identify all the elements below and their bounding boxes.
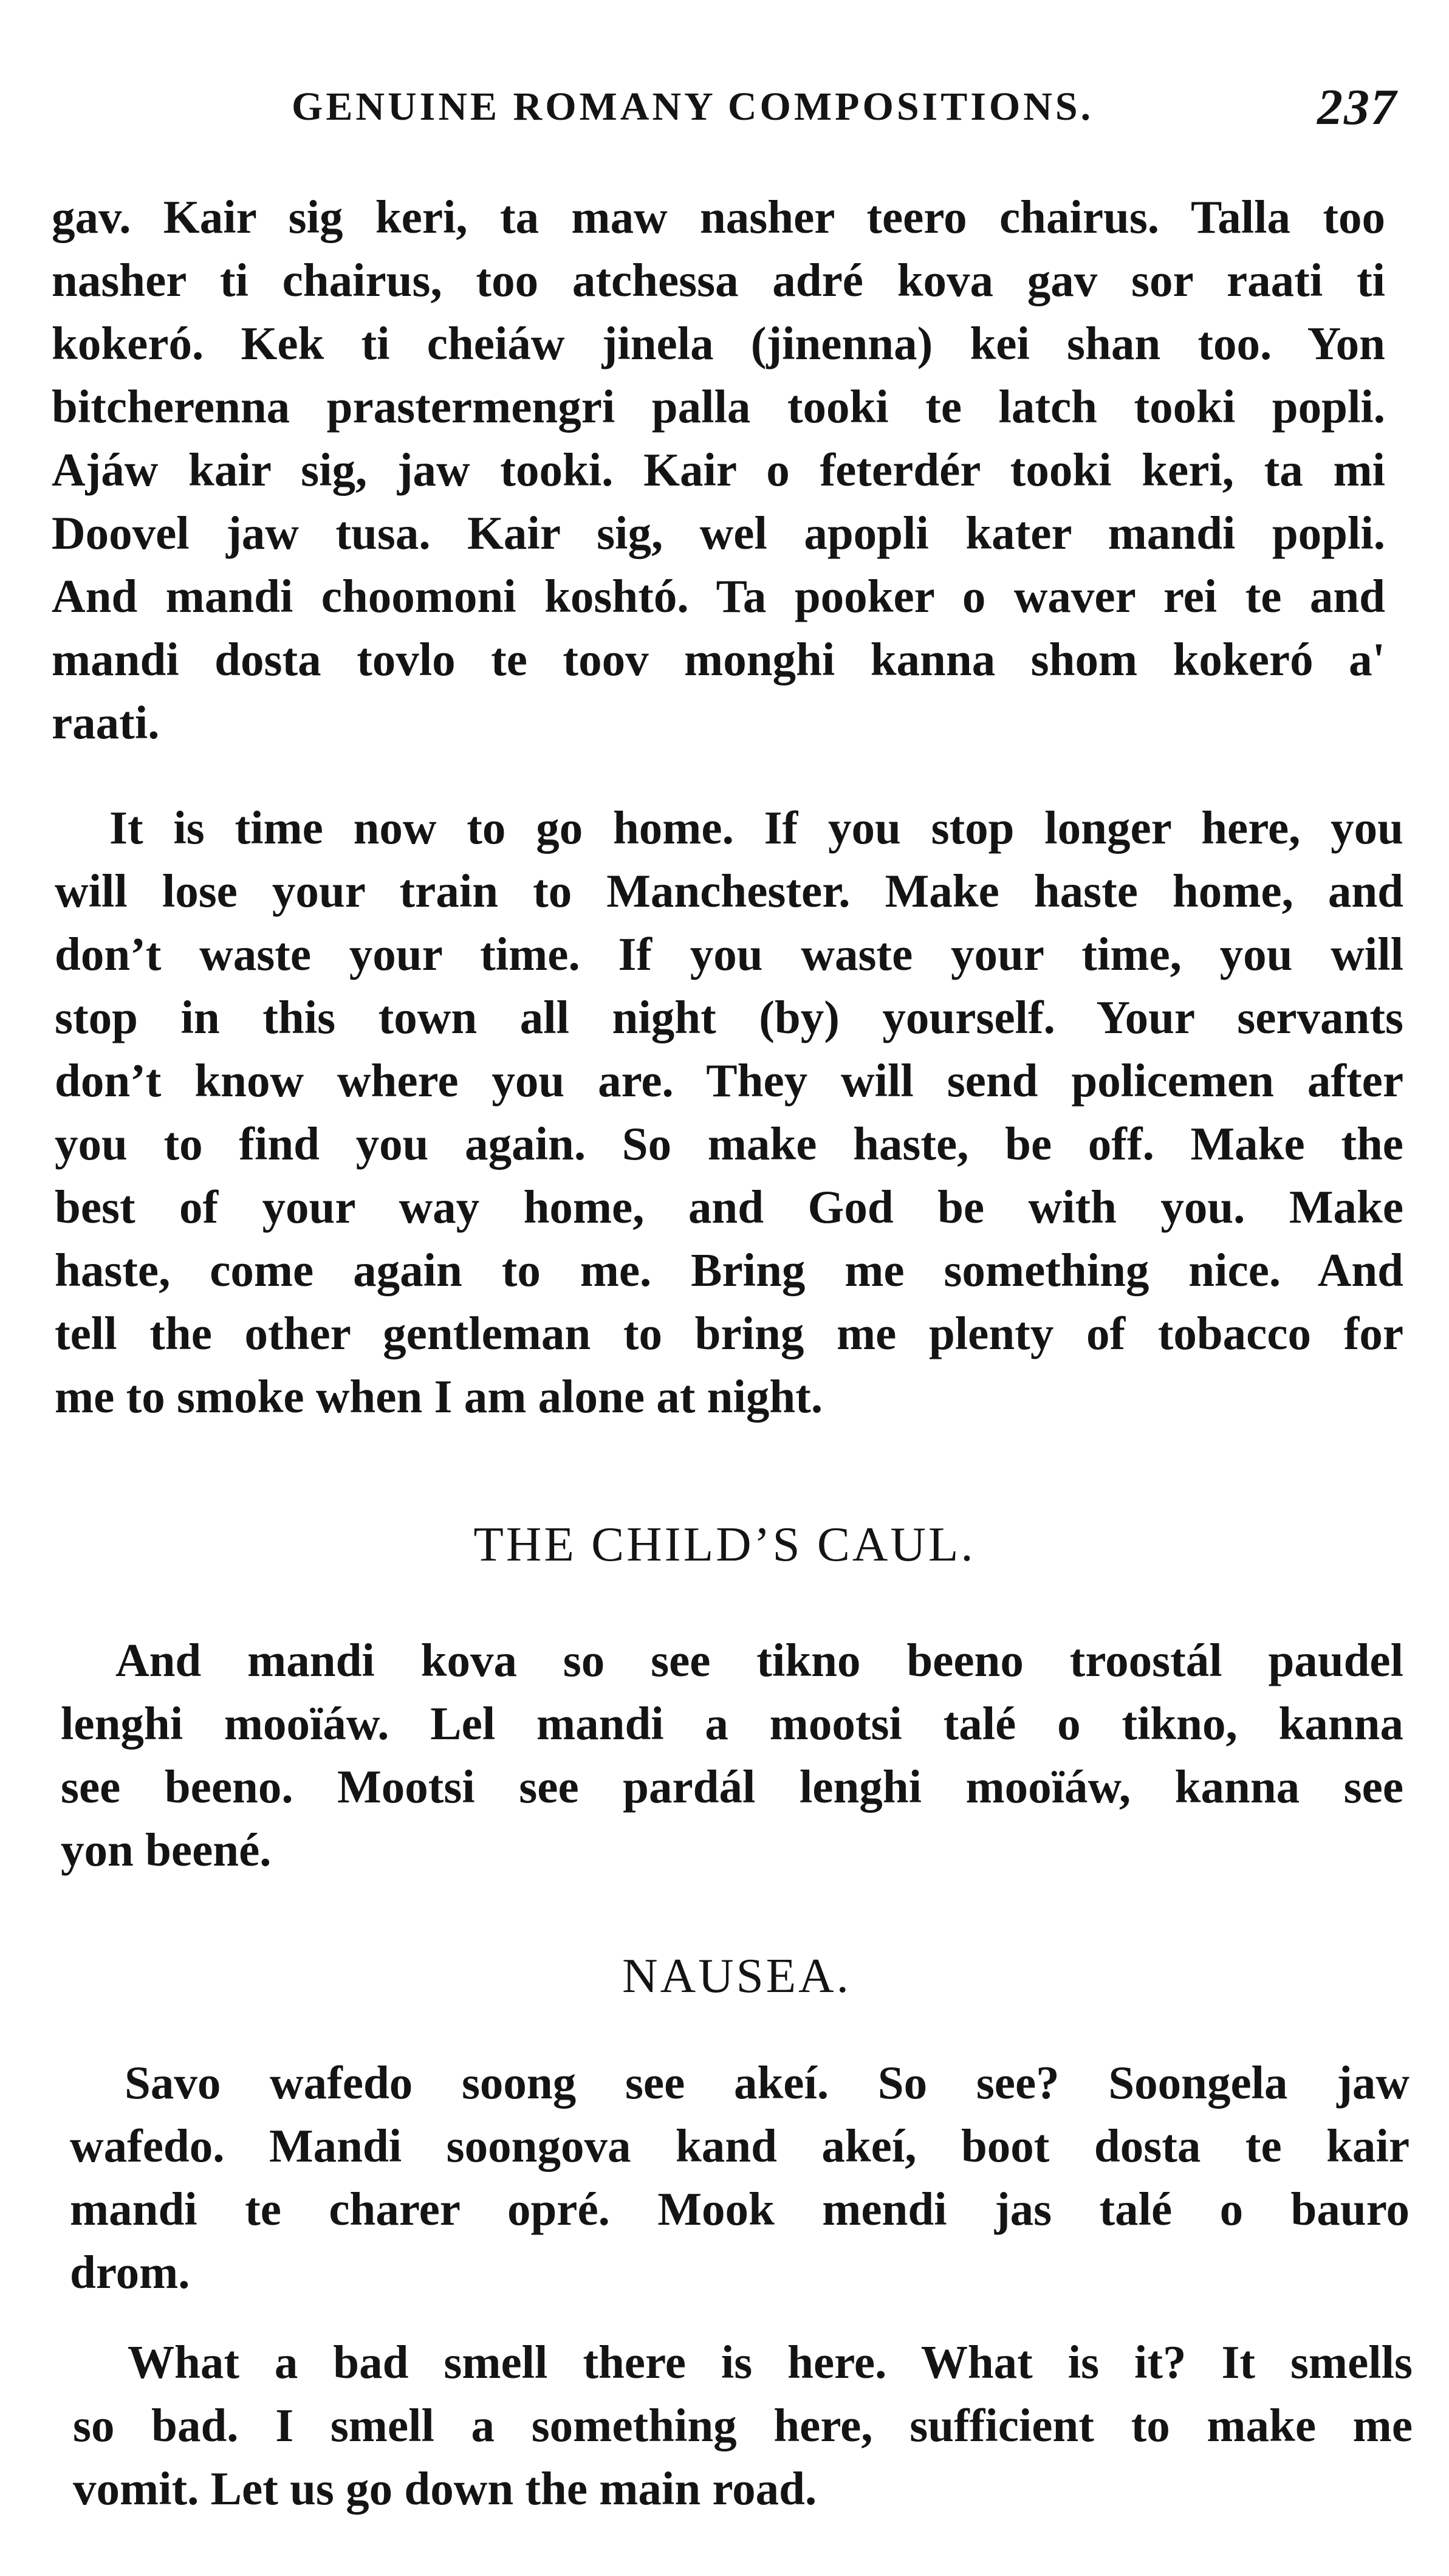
- text-line: nasher ti chairus, too atchessa adré kova gav sor raati ti: [52, 254, 1385, 306]
- text-line: yon beené.: [61, 1824, 272, 1876]
- heading-childs-caul: THE CHILD’S CAUL.: [473, 1517, 976, 1571]
- text-line: haste, come again to me. Bring me something nice. And: [55, 1244, 1403, 1296]
- text-line: gav. Kair sig keri, ta maw nasher teero chairus. Talla too: [52, 191, 1385, 243]
- text-line: wafedo. Mandi soongova kand akeí, boot dosta te kair: [70, 2120, 1410, 2172]
- text-line: see beeno. Mootsi see pardál lenghi mooïáw, kanna see: [61, 1760, 1403, 1813]
- page-number: 237: [1317, 79, 1397, 136]
- romany-paragraph-1: [52, 185, 1385, 754]
- text-line: And mandi choomoni koshtó. Ta pooker o waver rei te and: [52, 570, 1385, 622]
- text-line: don’t know where you are. They will send policemen after: [55, 1054, 1403, 1107]
- text-line: mandi te charer opré. Mook mendi jas talé o bauro: [70, 2183, 1410, 2235]
- text-line: me to smoke when I am alone at night.: [55, 1370, 823, 1423]
- text-line: will lose your train to Manchester. Make haste home, and: [55, 865, 1403, 917]
- text-line: And mandi kova so see tikno beeno troostál paudel: [115, 1634, 1403, 1686]
- english-paragraph-2: [73, 2330, 1413, 2520]
- text-line: Ajáw kair sig, jaw tooki. Kair o feterdér tooki keri, ta mi: [52, 444, 1385, 496]
- heading-nausea: NAUSEA.: [622, 1948, 851, 2003]
- text-line: kokeró. Kek ti cheiáw jinela (jinenna) kei shan too. Yon: [52, 317, 1385, 369]
- text-line: What a bad smell there is here. What is it? It smells: [128, 2336, 1413, 2388]
- text-line: Doovel jaw tusa. Kair sig, wel apopli kater mandi popli.: [52, 507, 1385, 559]
- text-line: don’t waste your time. If you waste your time, you will: [55, 928, 1403, 980]
- text-line: tell the other gentleman to bring me plenty of tobacco for: [55, 1307, 1403, 1359]
- text-line: lenghi mooïáw. Lel mandi a mootsi talé o tikno, kanna: [61, 1697, 1403, 1750]
- text-line: drom.: [70, 2246, 190, 2298]
- text-line: Savo wafedo soong see akeí. So see? Soongela jaw: [125, 2056, 1410, 2109]
- text-line: It is time now to go home. If you stop longer here, you: [109, 802, 1403, 854]
- romany-paragraph-3: [70, 2051, 1410, 2304]
- text-line: you to find you again. So make haste, be off. Make the: [55, 1118, 1403, 1170]
- text-line: raati.: [52, 696, 160, 749]
- english-paragraph-1: [55, 796, 1403, 1428]
- text-line: vomit. Let us go down the main road.: [73, 2462, 817, 2515]
- text-line: best of your way home, and God be with you. Make: [55, 1181, 1403, 1233]
- text-line: mandi dosta tovlo te toov monghi kanna shom kokeró a': [52, 633, 1385, 685]
- romany-paragraph-2: [61, 1629, 1403, 1881]
- text-line: stop in this town all night (by) yourself. Your servants: [55, 991, 1403, 1043]
- running-title: GENUINE ROMANY COMPOSITIONS.: [292, 84, 1094, 129]
- text-line: so bad. I smell a something here, sufficient to make me: [73, 2399, 1413, 2451]
- running-header: [286, 73, 1397, 140]
- text-line: bitcherenna prastermengri palla tooki te latch tooki popli.: [52, 380, 1385, 433]
